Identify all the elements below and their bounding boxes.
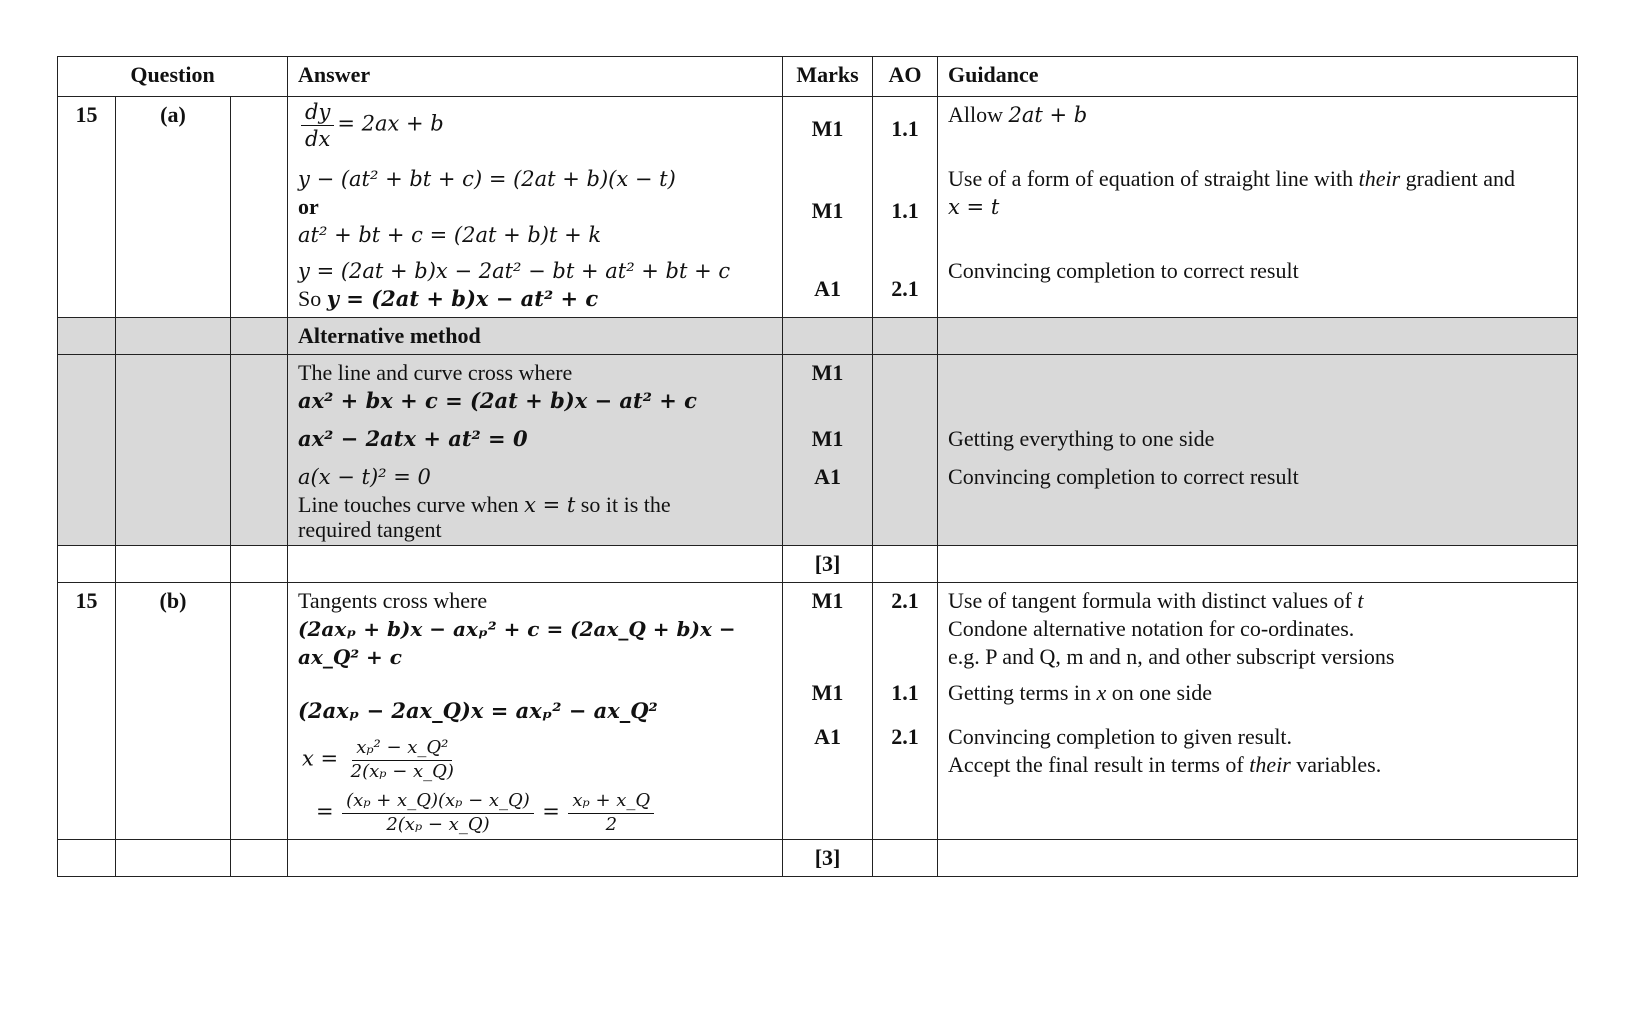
guidance-b2: Getting terms in x on one side	[948, 680, 1212, 705]
row-total-b	[58, 839, 1578, 876]
total-a: [3]	[783, 546, 873, 583]
total-b: [3]	[783, 839, 873, 876]
guidance-alt2: Getting everything to one side	[948, 426, 1215, 451]
answer-a-step2-line2: at² + bt + c = (2at + b)t + k	[298, 223, 602, 247]
answer-cell-a	[288, 97, 783, 318]
row-alt-heading	[58, 318, 1578, 355]
final-equation: y = (2at + b)x − at² + c	[326, 286, 599, 311]
b3-fraction-3: $\frac{\text{xₚ + x\_Q}}{2}$	[568, 792, 654, 835]
mark-a1: M1	[811, 116, 844, 141]
answer-a-step1	[298, 101, 772, 151]
mark-alt2: M1	[811, 426, 844, 451]
answer-alt-cell	[288, 355, 783, 546]
dydx-rhs: = 2ax + b	[337, 111, 444, 136]
header-guidance: Guidance	[938, 57, 1578, 97]
b1-line1: Tangents cross where	[298, 588, 488, 613]
header-answer: Answer	[288, 57, 783, 97]
question-subpart	[231, 97, 288, 318]
b3-fraction-1: $\frac{\text{xₚ² − x\_Q²}}{\text{2(xₚ − x\_Q)}}$	[350, 737, 454, 782]
b3-line1	[298, 739, 772, 782]
header-question: Question	[58, 57, 288, 97]
row-total-a	[58, 546, 1578, 583]
guidance-b3-line1: Convincing completion to given result.	[948, 724, 1293, 749]
ao-b2: 1.1	[891, 680, 919, 705]
mark-b3: A1	[814, 724, 841, 749]
row-15a	[58, 97, 1578, 318]
b3-line2: = $\frac{\text{(xₚ + x\_Q)(xₚ − x\_Q)}}{\text{2(xₚ − x\_Q)}}$ = $\frac{\text{xₚ + x\_Q}}{2}$	[298, 792, 772, 835]
ao-cell-a	[873, 97, 938, 318]
marks-alt-cell	[783, 355, 873, 546]
alt1-line1: The line and curve cross where	[298, 360, 573, 385]
alt1-line2: ax² + bx + c = (2at + b)x − at² + c	[298, 388, 697, 413]
ao-b3: 2.1	[891, 724, 919, 749]
guidance-b1-line3: e.g. P and Q, m and n, and other subscript versions	[948, 644, 1395, 669]
guidance-a2-line2: x = t	[948, 195, 1000, 219]
question-part-b: (b)	[116, 583, 231, 840]
guidance-alt-cell	[938, 355, 1578, 546]
alt-method-heading: Alternative method	[288, 318, 783, 355]
guidance-b3-line2: Accept the final result in terms of their variables.	[948, 752, 1382, 777]
mark-b1: M1	[811, 588, 844, 613]
header-marks: Marks	[783, 57, 873, 97]
alt2-line1: ax² − 2atx + at² = 0	[298, 426, 528, 451]
answer-a-step3-line1: y = (2at + b)x − 2at² − bt + at² + bt + c	[298, 259, 731, 283]
dydx-numerator: dy	[301, 101, 334, 126]
dydx-denominator: dx	[305, 127, 331, 152]
alt3-line2: Line touches curve when x = t so it is the	[298, 492, 671, 517]
ao-b1: 2.1	[891, 588, 919, 613]
guidance-cell-b	[938, 583, 1578, 840]
guidance-a1: Allow 2at + b	[948, 102, 1088, 127]
alt3-line1: a(x − t)² = 0	[298, 465, 431, 489]
mark-b2: M1	[811, 680, 844, 705]
alt3-line3: required tangent	[298, 517, 442, 542]
answer-a-step3-line2	[298, 285, 772, 313]
guidance-a3: Convincing completion to correct result	[948, 258, 1299, 283]
ao-cell-b	[873, 583, 938, 840]
mark-scheme-table	[57, 56, 1578, 877]
dydx-fraction	[301, 101, 334, 150]
question-number-b: 15	[58, 583, 116, 840]
b1-line2: (2axₚ + b)x − axₚ² + c = (2ax_Q + b)x − ax_Q² + c	[298, 617, 736, 669]
mark-alt1: M1	[811, 360, 844, 385]
ao-a2: 1.1	[891, 198, 919, 223]
guidance-b1-line2: Condone alternative notation for co-ordinates.	[948, 616, 1355, 641]
question-part: (a)	[116, 97, 231, 318]
guidance-a2: Use of a form of equation of straight line with their gradient and	[948, 166, 1516, 191]
ao-a1: 1.1	[891, 116, 919, 141]
so-prefix: So	[298, 286, 327, 311]
mark-a2: M1	[811, 198, 844, 223]
answer-a-step2-or: or	[298, 194, 319, 219]
header-ao: AO	[873, 57, 938, 97]
question-number: 15	[58, 97, 116, 318]
guidance-b1-line1: Use of tangent formula with distinct values of t	[948, 588, 1364, 613]
mark-alt3: A1	[814, 464, 841, 489]
header-row	[58, 57, 1578, 97]
marks-cell-a	[783, 97, 873, 318]
answer-a-step2-line1: y − (at² + bt + c) = (2at + b)(x − t)	[298, 167, 676, 191]
answer-cell-b	[288, 583, 783, 840]
row-alt-method	[58, 355, 1578, 546]
row-15b	[58, 583, 1578, 840]
guidance-cell-a	[938, 97, 1578, 318]
guidance-alt3: Convincing completion to correct result	[948, 464, 1299, 489]
marks-cell-b	[783, 583, 873, 840]
mark-a3: A1	[814, 276, 841, 301]
b2-line1: (2axₚ − 2ax_Q)x = axₚ² − ax_Q²	[298, 698, 658, 723]
b3-fraction-2: $\frac{\text{(xₚ + x\_Q)(xₚ − x\_Q)}}{\text{2(xₚ − x\_Q)}}$	[342, 792, 534, 835]
ao-a3: 2.1	[891, 276, 919, 301]
b3-lhs: x =	[302, 746, 339, 771]
